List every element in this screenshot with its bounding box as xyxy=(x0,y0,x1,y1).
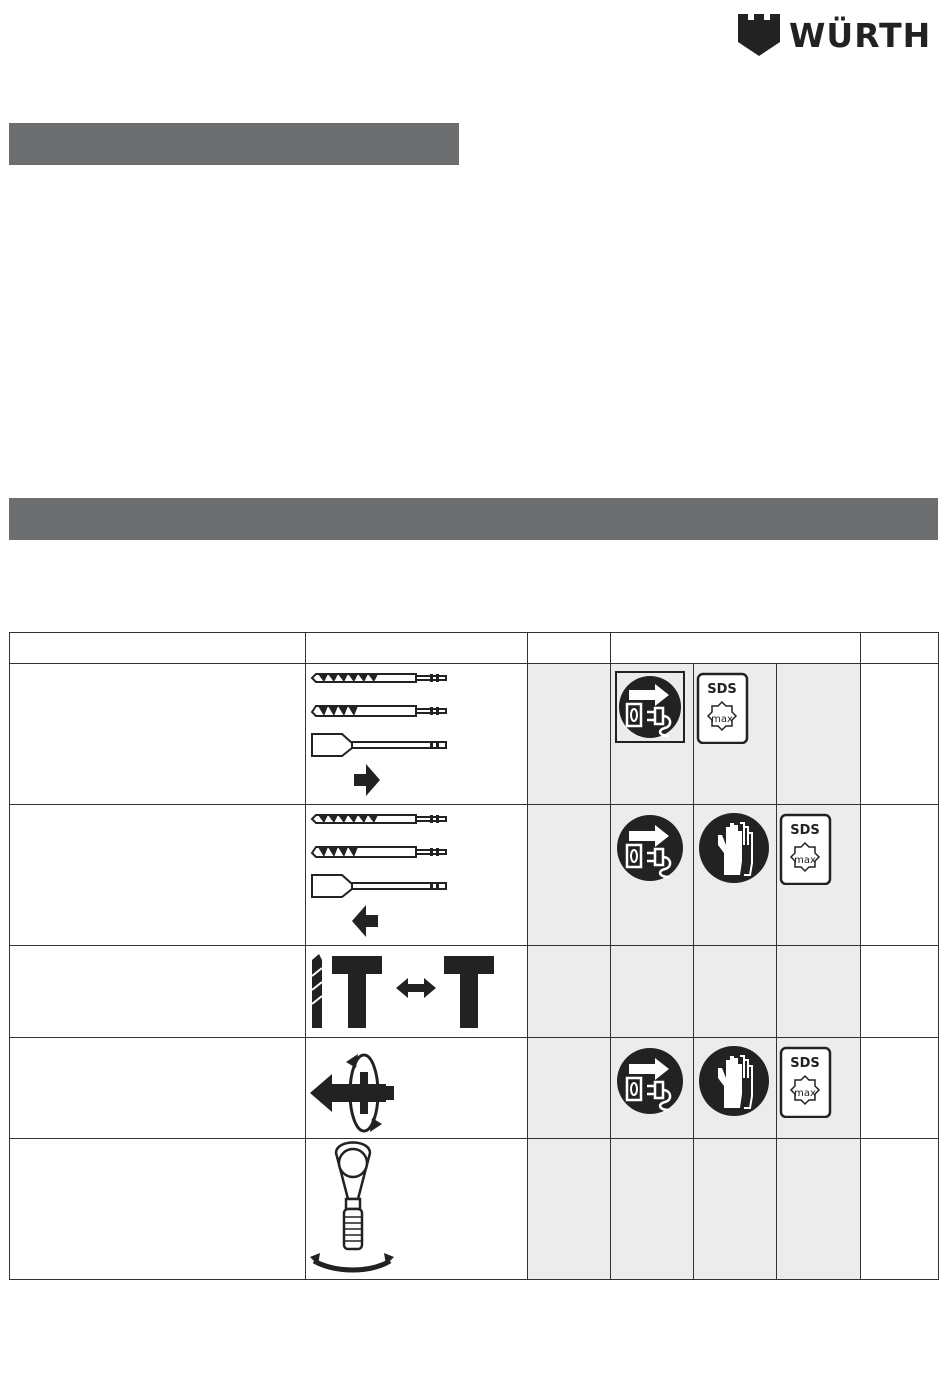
grey-cell xyxy=(528,946,611,1037)
pictogram-cell xyxy=(306,1138,528,1279)
row-end-cell xyxy=(861,1037,939,1138)
grey-cell xyxy=(777,1138,861,1279)
grey-cell xyxy=(528,1138,611,1279)
auxiliary-handle-pictogram xyxy=(306,1139,526,1278)
max-label: max xyxy=(711,714,733,726)
header-cell xyxy=(611,633,861,664)
row-description-cell xyxy=(10,805,306,946)
max-label: max xyxy=(794,855,816,867)
row-description-cell xyxy=(10,946,306,1037)
row-end-cell xyxy=(861,664,939,805)
row-end-cell xyxy=(861,946,939,1037)
gloves-icon xyxy=(694,1038,777,1118)
safety-icon-cell xyxy=(611,1037,694,1138)
safety-icon-cell xyxy=(694,805,777,946)
grey-cell xyxy=(611,1138,694,1279)
grey-cell xyxy=(694,946,777,1037)
sds-max-icon xyxy=(777,1038,861,1118)
sds-label: SDS xyxy=(790,1055,820,1071)
header-cell xyxy=(10,633,306,664)
row-description-cell xyxy=(10,1037,306,1138)
max-label: max xyxy=(794,1087,816,1099)
unplug-icon xyxy=(611,1038,694,1118)
header-cell xyxy=(861,633,939,664)
table-row xyxy=(10,664,939,805)
grey-cell xyxy=(528,805,611,946)
sds-max-icon xyxy=(777,805,861,885)
unplug-icon xyxy=(611,664,694,744)
pictogram-cell xyxy=(306,805,528,946)
gloves-icon xyxy=(694,805,777,885)
safety-icon-cell xyxy=(777,1037,861,1138)
sds-max-icon xyxy=(694,664,777,744)
table-row xyxy=(10,805,939,946)
pictogram-cell xyxy=(306,946,528,1037)
grey-cell xyxy=(777,664,861,805)
table-row xyxy=(10,946,939,1037)
wurth-logo xyxy=(736,12,942,58)
sds-label: SDS xyxy=(790,823,820,839)
grey-cell xyxy=(528,1037,611,1138)
row-end-cell xyxy=(861,805,939,946)
grey-cell xyxy=(694,1138,777,1279)
table-row xyxy=(10,1138,939,1279)
chisel-rotation-pictogram xyxy=(306,1038,526,1137)
header-cell xyxy=(528,633,611,664)
safety-icon-cell xyxy=(694,664,777,805)
drill-hammer-mode-pictogram xyxy=(306,946,526,1035)
table-header-row xyxy=(10,633,939,664)
pictogram-cell xyxy=(306,664,528,805)
insert-drill-bits-pictogram xyxy=(306,664,526,803)
operations-table xyxy=(9,632,939,1280)
sds-label: SDS xyxy=(707,682,737,698)
remove-drill-bits-pictogram xyxy=(306,805,526,944)
header-cell xyxy=(306,633,528,664)
row-end-cell xyxy=(861,1138,939,1279)
row-description-cell xyxy=(10,664,306,805)
grey-cell xyxy=(611,946,694,1037)
unplug-icon xyxy=(611,805,694,885)
pictogram-cell xyxy=(306,1037,528,1138)
wurth-logo-icon xyxy=(736,12,782,58)
section-header-bar-1 xyxy=(9,123,459,165)
section-header-bar-2 xyxy=(9,498,938,540)
safety-icon-cell xyxy=(694,1037,777,1138)
row-description-cell xyxy=(10,1138,306,1279)
table-row xyxy=(10,1037,939,1138)
safety-icon-cell xyxy=(611,805,694,946)
brand-name: WÜRTH xyxy=(789,16,932,55)
grey-cell xyxy=(777,946,861,1037)
safety-icon-cell xyxy=(777,805,861,946)
safety-icon-cell xyxy=(611,664,694,805)
grey-cell xyxy=(528,664,611,805)
